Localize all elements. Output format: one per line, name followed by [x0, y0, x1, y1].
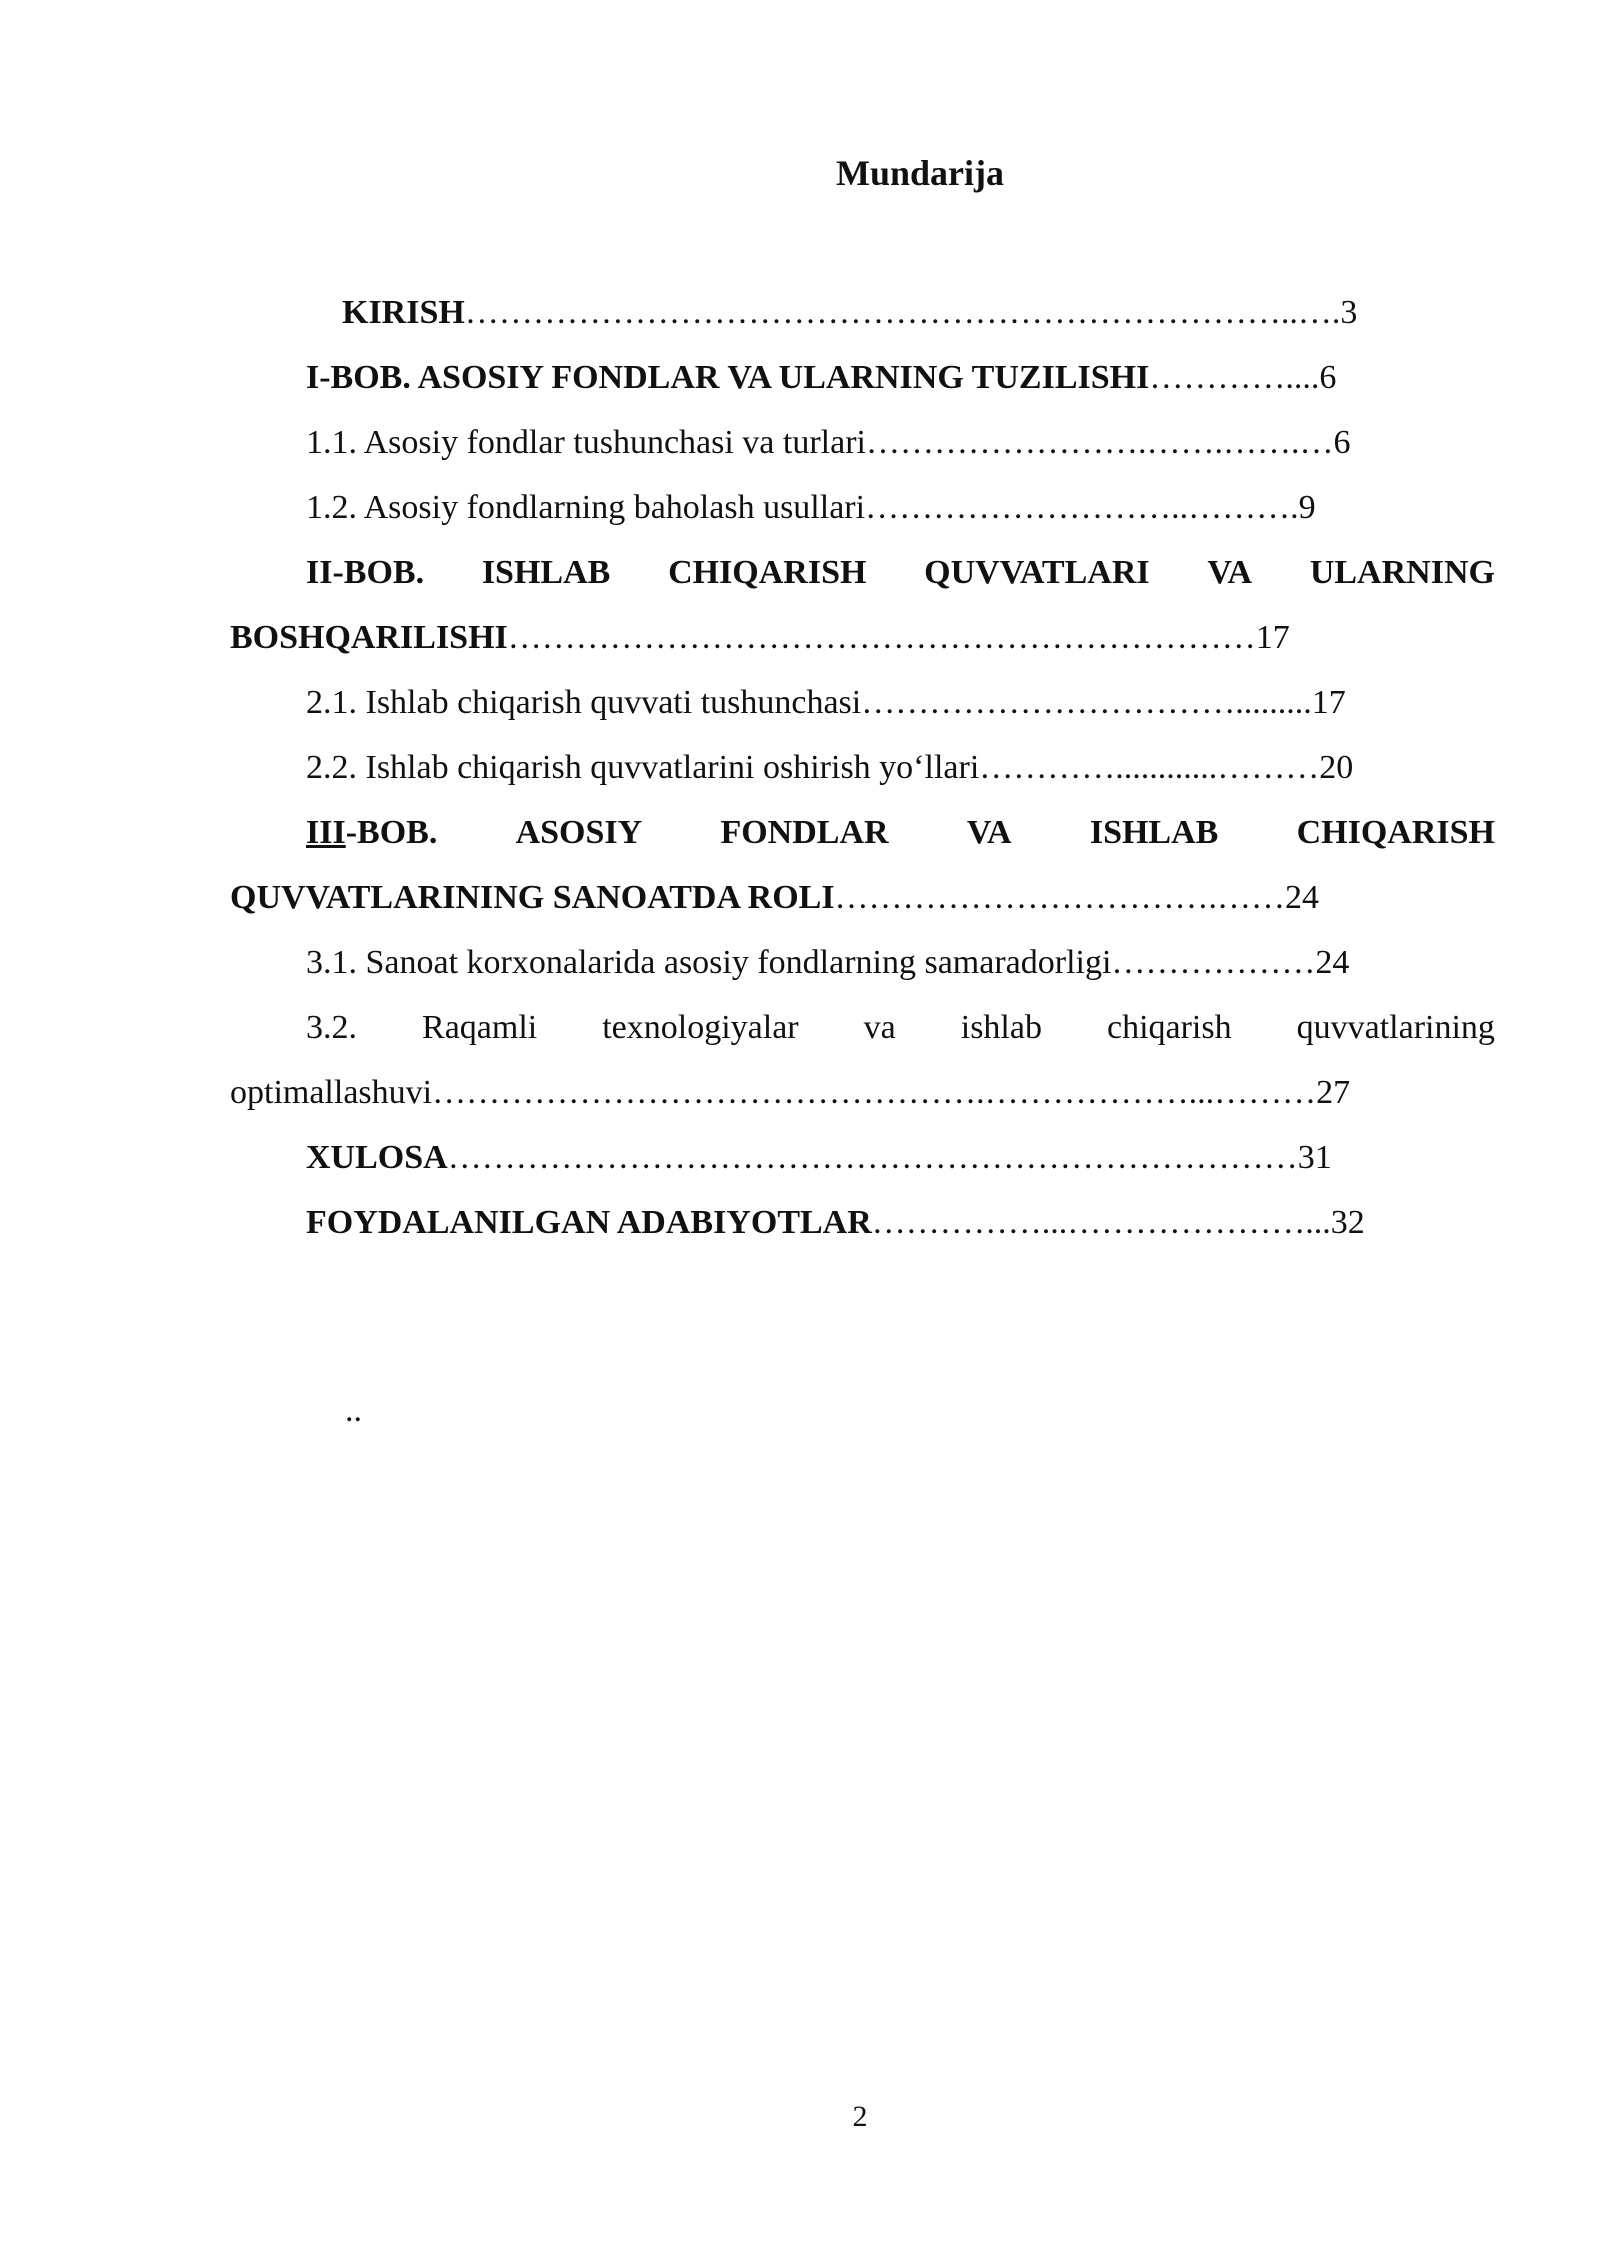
toc-word: chiqarish: [1106, 1009, 1232, 1046]
toc-dots: ………………: [1111, 944, 1316, 981]
toc-word: texnologiyalar: [602, 1009, 799, 1046]
toc-label: XULOSA: [306, 1139, 448, 1176]
page-title: Mundarija: [835, 153, 1004, 193]
toc-label: KIRISH: [342, 294, 465, 331]
table-of-contents: [230, 280, 1495, 1255]
toc-chapter-3-cont: [230, 865, 1495, 930]
toc-word: CHIQARISH: [668, 554, 867, 591]
toc-word: QUVVATLARI: [924, 554, 1150, 591]
toc-word: CHIQARISH: [1296, 814, 1495, 851]
toc-label: 1.2. Asosiy fondlarning baholash usullari: [306, 489, 866, 526]
toc-page: 20: [1319, 749, 1354, 786]
toc-chapter-2-cont: [230, 605, 1495, 670]
toc-page: ...6: [1293, 359, 1337, 396]
toc-word: quvvatlarining: [1296, 1009, 1495, 1046]
toc-page: .3: [1331, 294, 1358, 331]
toc-dots: …………………………………………………………: [507, 619, 1256, 656]
toc-xulosa: [230, 1125, 1495, 1190]
toc-word: ISHLAB: [1089, 814, 1219, 851]
toc-label: I-BOB. ASOSIY FONDLAR VA ULARNING TUZILISHI: [306, 359, 1150, 396]
toc-word-first: [306, 800, 437, 865]
toc-section-1-2: [230, 475, 1495, 540]
toc-page: 6: [1333, 424, 1351, 461]
toc-page: 27: [1316, 1074, 1351, 1111]
toc-word: 3.2.: [306, 1009, 357, 1046]
toc-label: 1.1. Asosiy fondlar tushunchasi va turlari: [306, 424, 866, 461]
toc-page: 9: [1298, 489, 1316, 526]
toc-label: 2.2. Ishlab chiqarish quvvatlarini oshirish yo‘llari: [306, 749, 980, 786]
toc-page: .........17: [1235, 684, 1346, 721]
toc-section-2-1: [230, 670, 1495, 735]
toc-label: BOSHQARILISHI: [230, 619, 508, 656]
roman-numeral: III: [306, 814, 346, 851]
toc-dots: ………………………………………….………………...………: [432, 1074, 1317, 1111]
toc-dots: ………………………………………………………………..…: [464, 294, 1332, 331]
toc-page: ...32: [1305, 1204, 1365, 1241]
toc-dots: ………………………..……….: [865, 489, 1299, 526]
toc-dots: ………….: [1149, 359, 1294, 396]
toc-label: QUVVATLARINING SANOATDA ROLI: [230, 879, 835, 916]
toc-dots: ……………...…………………: [871, 1204, 1306, 1241]
toc-page: 24: [1285, 879, 1320, 916]
toc-label: optimallashuvi: [230, 1074, 433, 1111]
toc-chapter-3: [230, 800, 1495, 865]
toc-page: 17: [1255, 619, 1290, 656]
toc-label: 3.1. Sanoat korxonalarida asosiy fondlarning samaradorligi: [306, 944, 1112, 981]
toc-chapter-1: [230, 345, 1495, 410]
toc-references: [230, 1190, 1495, 1255]
page-number: 2: [852, 2100, 868, 2133]
toc-section-1-1: [230, 410, 1495, 475]
toc-word: ishlab: [960, 1009, 1042, 1046]
toc-label: FOYDALANILGAN ADABIYOTLAR: [306, 1204, 872, 1241]
toc-word: -BOB.: [345, 814, 438, 851]
toc-word: ASOSIY: [515, 814, 643, 851]
toc-label: 2.1. Ishlab chiqarish quvvati tushunchasi: [306, 684, 862, 721]
toc-chapter-2: [230, 540, 1495, 605]
toc-word: Raqamli: [422, 1009, 538, 1046]
toc-word: VA: [966, 814, 1012, 851]
toc-section-3-2: [230, 995, 1495, 1060]
toc-section-3-2-cont: [230, 1060, 1495, 1125]
toc-dots: …………………………….……: [834, 879, 1286, 916]
toc-word: ULARNING: [1309, 554, 1495, 591]
toc-dots: …………………………………………………………………: [447, 1139, 1298, 1176]
toc-word: ISHLAB: [481, 554, 611, 591]
toc-section-3-1: [230, 930, 1495, 995]
toc-word: VA: [1207, 554, 1253, 591]
toc-page: 31: [1297, 1139, 1332, 1176]
toc-word: II-BOB.: [306, 554, 425, 591]
toc-dots: …………………….…….…….…: [865, 424, 1334, 461]
toc-word: va: [863, 1009, 896, 1046]
toc-section-2-2: [230, 735, 1495, 800]
toc-page: 24: [1315, 944, 1350, 981]
toc-dots: …………............………: [979, 749, 1320, 786]
toc-kirish: [230, 280, 1495, 345]
stray-dots: ..: [345, 1392, 362, 1429]
toc-dots: ……………………………: [861, 684, 1236, 721]
toc-word: FONDLAR: [720, 814, 889, 851]
